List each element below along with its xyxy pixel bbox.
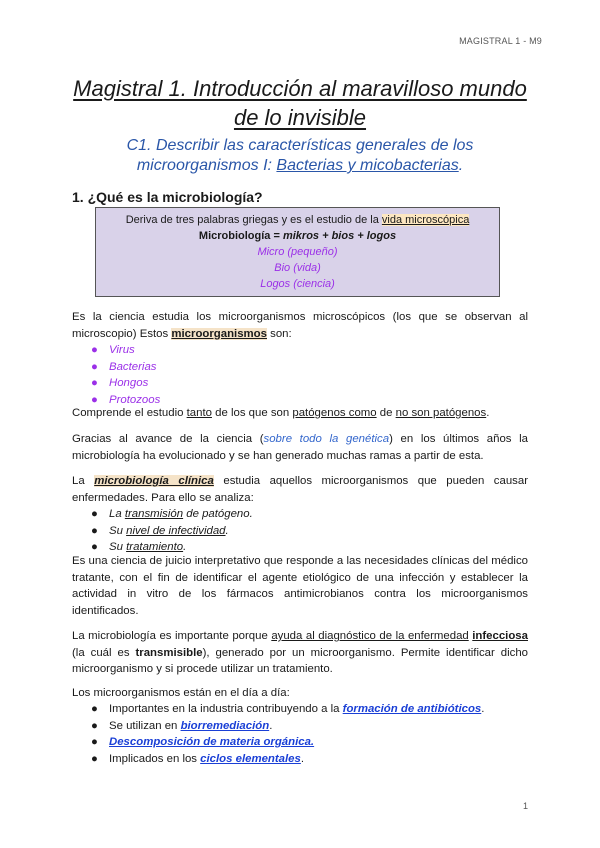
list-item [91,375,160,392]
para6-transmisible: transmisible [135,646,203,659]
bullet-icon: ● [91,508,98,520]
paragraph-scope [72,405,528,422]
box-line-1 [96,212,499,228]
list-item-term: nivel de infectividad [126,524,226,537]
subtitle-underlined: Bacterias y micobacterias [276,157,459,174]
daily-uses-list [91,701,484,767]
page-number: 1 [522,801,528,811]
paragraph-interpretive: Es una ciencia de juicio interpretativo que responde a las necesidades clínicas del médico tratante, con el fin de identificar el agente etiológico de una infección y establecer la actividad in vitro de los fármacos antimicrobianos contra los microorganismos identificados. [72,555,528,617]
list-item-term: transmisión [124,508,184,520]
para1-text: Es la ciencia estudia los microorganismos microscópicos (los que se observan al microscopio) Estos [72,311,528,340]
paragraph-definition [72,309,528,342]
para4-t3: estudia aquellos microorganismos que pueden causar enfermedades. Para ello se analiza: [72,475,528,504]
box-item-micro: Micro (pequeño) [257,246,338,258]
list-item [91,359,160,376]
bullet-icon: ● [91,719,98,732]
list-item-suffix: . [300,752,305,765]
list-item-suffix: . [269,719,273,732]
link-formacion-antibioticos[interactable]: formación de antibióticos [342,703,482,715]
box-line-1-text: Deriva de tres palabras griegas y es el estudio de la [125,214,382,226]
list-item-prefix: Implicados en los [109,752,201,765]
paragraph-daily: Los microorganismos están en el día a día: [72,687,290,699]
list-item [91,718,484,735]
list-item [91,523,253,540]
link-descomposicion-materia[interactable]: Descomposición de materia orgánica. [109,736,315,748]
para6-infecciosa: infecciosa [472,630,528,642]
subtitle-suffix: . [458,157,464,174]
para3-genetics: sobre todo la genética [263,433,390,445]
bullet-icon: ● [91,736,98,748]
para4-t1: La [72,475,95,487]
highlight-vida-microscopica: vida microscópica [381,214,470,226]
para6-t1: La microbiología es importante porque [72,630,272,642]
box-item-bio: Bio (vida) [274,262,321,274]
paragraph-importance [72,628,528,678]
list-item [91,734,484,751]
list-item-prefix: Su [109,541,127,553]
list-item-label: Bacterias [109,360,157,373]
list-item-prefix: Importantes en la industria contribuyendo a la [109,703,343,715]
para1-end: son: [266,327,292,340]
link-ciclos-elementales[interactable]: ciclos elementales [200,752,301,765]
bullet-icon: ● [91,393,98,406]
formula-label: Microbiología = [198,230,283,242]
list-item-term: tratamiento [126,541,184,553]
para2-t5: de [376,407,396,419]
list-item-suffix: . [183,541,187,553]
link-biorremediacion[interactable]: biorremediación [180,719,270,732]
list-item [91,506,253,523]
para3-t3: ) en los últimos años la microbiología ha evolucionado y se han generado muchas ramas a partir de esta. [72,433,528,462]
para3-t1: Gracias al avance de la ciencia ( [72,433,264,445]
bullet-icon: ● [91,703,98,715]
list-item-prefix: Se utilizan en [109,719,181,732]
list-item [91,701,484,718]
bullet-icon: ● [91,541,98,553]
list-item-label: Protozoos [109,393,161,406]
bullet-icon: ● [91,360,98,373]
list-item-suffix: . [225,524,229,537]
para6-t6: ), generado por un microorganismo. Permite identificar dicho microorganismo y si procede utilizar un tratamiento. [72,646,528,675]
list-item-prefix: La [109,508,125,520]
list-item-suffix: . [481,703,485,715]
section-heading: 1. ¿Qué es la microbiología? [72,189,263,205]
running-header: MAGISTRAL 1 - M9 [459,36,542,46]
term-microorganismos: microorganismos [171,327,267,340]
para2-t2: tanto [186,407,212,419]
para2-t1: Comprende el estudio [72,407,187,419]
term-microbiologia-clinica: microbiología clínica [94,475,214,487]
bullet-icon: ● [91,377,98,389]
para2-t7: . [486,407,490,419]
para2-t6: no son patógenos [395,407,487,419]
subtitle-prefix: C1. Describir las características generales de los microorganismos I: [126,137,474,174]
document-title: Magistral 1. Introducción al maravilloso mundo de lo invisible [73,76,527,130]
bullet-icon: ● [91,524,98,537]
list-item-label: Virus [109,344,135,356]
paragraph-evolution [72,431,528,464]
bullet-icon: ● [91,752,98,765]
box-formula [96,228,499,244]
definition-box [95,207,500,297]
bullet-icon: ● [91,344,98,356]
list-item [91,751,484,768]
list-item-suffix: de patógeno. [183,508,253,520]
clinical-analysis-list [91,506,253,556]
list-item-label: Hongos [109,377,149,389]
box-item-logos: Logos (ciencia) [260,278,335,290]
formula-terms: mikros + bios + logos [282,230,397,242]
document-subtitle [92,136,508,176]
para6-t4: (la cuál es [72,646,136,659]
list-item-prefix: Su [109,524,127,537]
para6-diagnosis: ayuda al diagnóstico de la enfermedad [271,630,469,642]
para2-t4: patógenos como [292,407,377,419]
paragraph-clinical [72,473,528,506]
para2-t3: de los que son [211,407,293,419]
list-item [91,342,160,359]
microorganism-list [91,342,160,408]
